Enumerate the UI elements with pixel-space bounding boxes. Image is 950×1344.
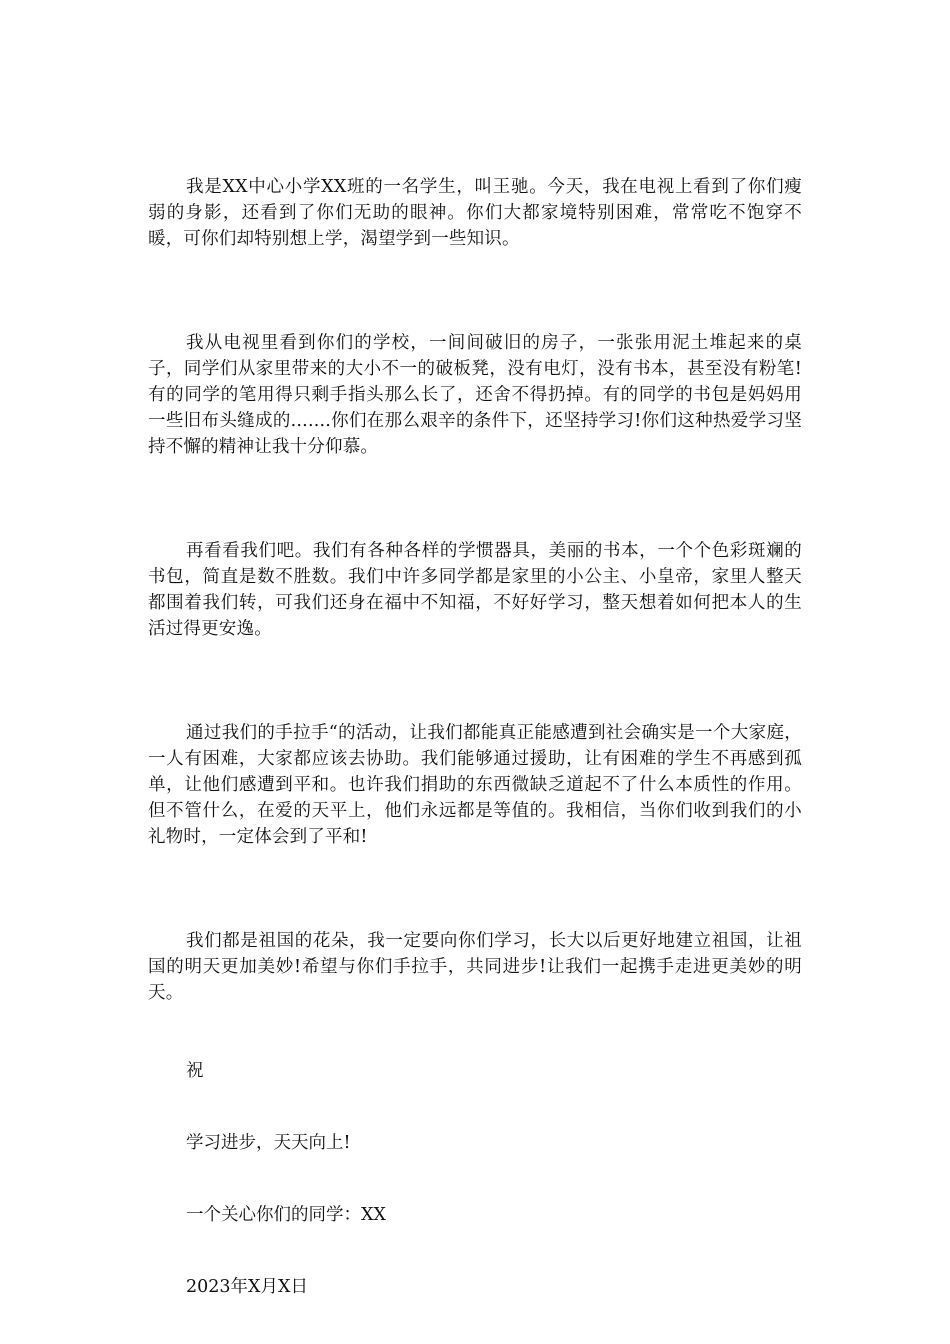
signature: 一个关心你们的同学：XX [186, 1205, 386, 1225]
letter-paragraph-1: 我是XX中心小学XX班的一名学生，叫王驰。今天，我在电视上看到了你们瘦弱的身影，还看到了你们无助的眼神。你们大都家境特别困难，常常吃不饱穿不暖，可你们却特别想上学，渴望学到一些知识。 [148, 177, 802, 249]
letter-date: 2023年X月X日 [186, 1277, 308, 1297]
letter-paragraph-5: 我们都是祖国的花朵，我一定要向你们学习，长大以后更好地建立祖国，让祖国的明天更加美妙!希望与你们手拉手，共同进步!让我们一起携手走进更美妙的明天。 [148, 931, 802, 1003]
letter-paragraph-4: 通过我们的手拉手“的活动，让我们都能真正能感遭到社会确实是一个大家庭，一人有困难，大家都应该去协助。我们能够通过援助，让有困难的学生不再感到孤单，让他们感遭到平和。也许我们捐助的东西微缺乏道起不了什么本质性的作用。但不管什么，在爱的天平上，他们永远都是等值的。我相信，当你们收到我们的小礼物时，一定体会到了平和! [148, 723, 802, 847]
letter-paragraph-2: 我从电视里看到你们的学校，一间间破旧的房子，一张张用泥土堆起来的桌子，同学们从家里带来的大小不一的破板凳，没有电灯，没有书本，甚至没有粉笔!有的同学的笔用得只剩手指头那么长了，还舍不得扔掉。有的同学的书包是妈妈用一些旧布头缝成的.......你们在那么艰辛的条件下，还坚持学习!你们这种热爱学习坚持不懈的精神让我十分仰慕。 [148, 333, 802, 457]
closing-wish: 学习进步，天天向上! [186, 1133, 351, 1153]
closing-salutation: 祝 [186, 1061, 204, 1081]
letter-body [148, 174, 802, 1300]
letter-paragraph-3: 再看看我们吧。我们有各种各样的学惯器具，美丽的书本，一个个色彩斑斓的书包，简直是数不胜数。我们中许多同学都是家里的小公主、小皇帝，家里人整天都围着我们转，可我们还身在福中不知福，不好好学习，整天想着如何把本人的生活过得更安逸。 [148, 541, 802, 639]
